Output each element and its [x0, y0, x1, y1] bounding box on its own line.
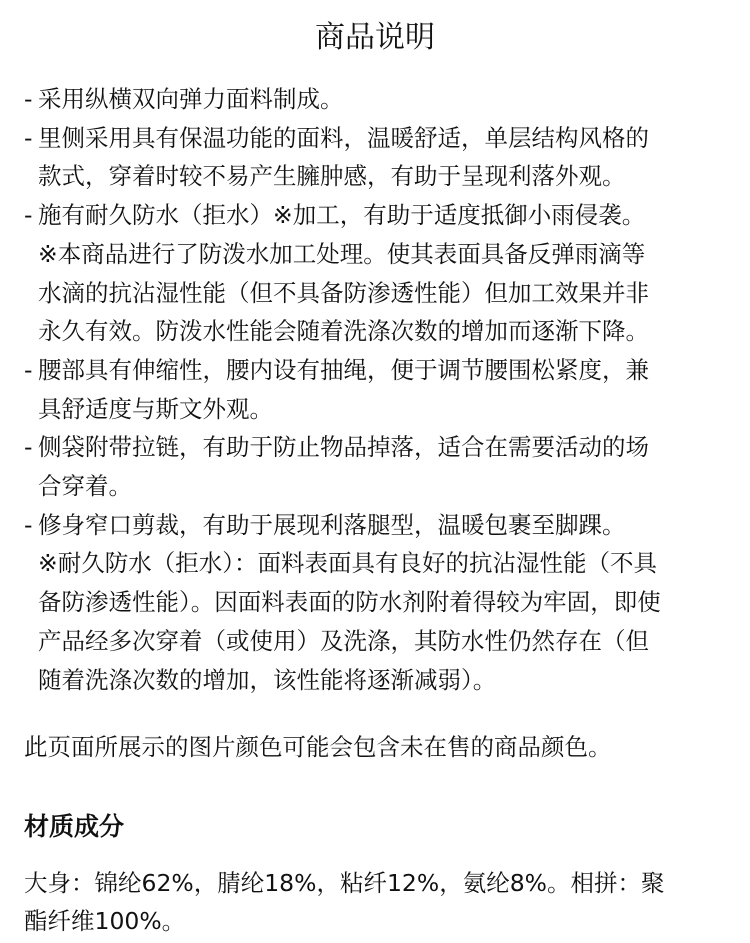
feature-item: [24, 428, 730, 505]
feature-line: 修身窄口剪裁，有助于展现利落腿型，温暖包裹至脚踝。: [38, 510, 626, 539]
feature-line: 施有耐久防水（拒水）※加工，有助于适度抵御小雨侵袭。: [38, 201, 646, 230]
feature-line: 里侧采用具有保温功能的面料，温暖舒适，单层结构风格的: [38, 123, 649, 152]
feature-line: ※耐久防水（拒水）：面料表面具有良好的抗沾湿性能（不具: [38, 549, 657, 578]
feature-line: 侧袋附带拉链，有助于防止物品掉落，适合在需要活动的场: [38, 433, 649, 462]
material-line: 大身：锦纶62%，腈纶18%，粘纤12%，氨纶8%。相拼：聚: [24, 869, 665, 897]
feature-item: [24, 119, 730, 196]
feature-line: ※本商品进行了防泼水加工处理。使其表面具备反弹雨滴等: [38, 239, 646, 268]
feature-list: [24, 80, 730, 699]
list-dash: -: [24, 85, 33, 113]
feature-line: 产品经多次穿着（或使用）及洗涤，其防水性仍然存在（但: [38, 626, 649, 655]
material-heading: 材质成分: [24, 812, 125, 841]
material-line: 酯纤维100%。: [24, 907, 186, 935]
list-dash: -: [24, 433, 33, 462]
list-dash: -: [24, 510, 33, 539]
feature-line: 款式，穿着时较不易产生臃肿感，有助于呈现利落外观。: [38, 162, 626, 191]
page-title: 商品说明: [315, 20, 435, 55]
feature-line: 腰部具有伸缩性，腰内设有抽绳，便于调节腰围松紧度，兼: [38, 355, 649, 384]
feature-line: 具舒适度与斯文外观。: [38, 394, 273, 423]
list-dash: -: [24, 355, 33, 384]
list-dash: -: [24, 201, 33, 230]
feature-line: 合穿着。: [38, 472, 132, 501]
material-composition: [24, 864, 730, 940]
feature-item: [24, 351, 730, 428]
color-disclaimer: 此页面所展示的图片颜色可能会包含未在售的商品颜色。: [24, 733, 612, 761]
feature-item: [24, 80, 730, 119]
feature-item: [24, 196, 730, 351]
feature-line: 水滴的抗沾湿性能（但不具备防渗透性能）但加工效果并非: [38, 278, 649, 307]
feature-line: 采用纵横双向弹力面料制成。: [38, 85, 344, 113]
feature-line: 随着洗涤次数的增加，该性能将逐渐减弱）。: [38, 665, 497, 694]
feature-line: 永久有效。防泼水性能会随着洗涤次数的增加而逐渐下降。: [38, 317, 649, 346]
feature-item: [24, 506, 730, 700]
list-dash: -: [24, 123, 33, 152]
feature-line: 备防渗透性能）。因面料表面的防水剂附着得较为牢固，即使: [38, 588, 661, 617]
